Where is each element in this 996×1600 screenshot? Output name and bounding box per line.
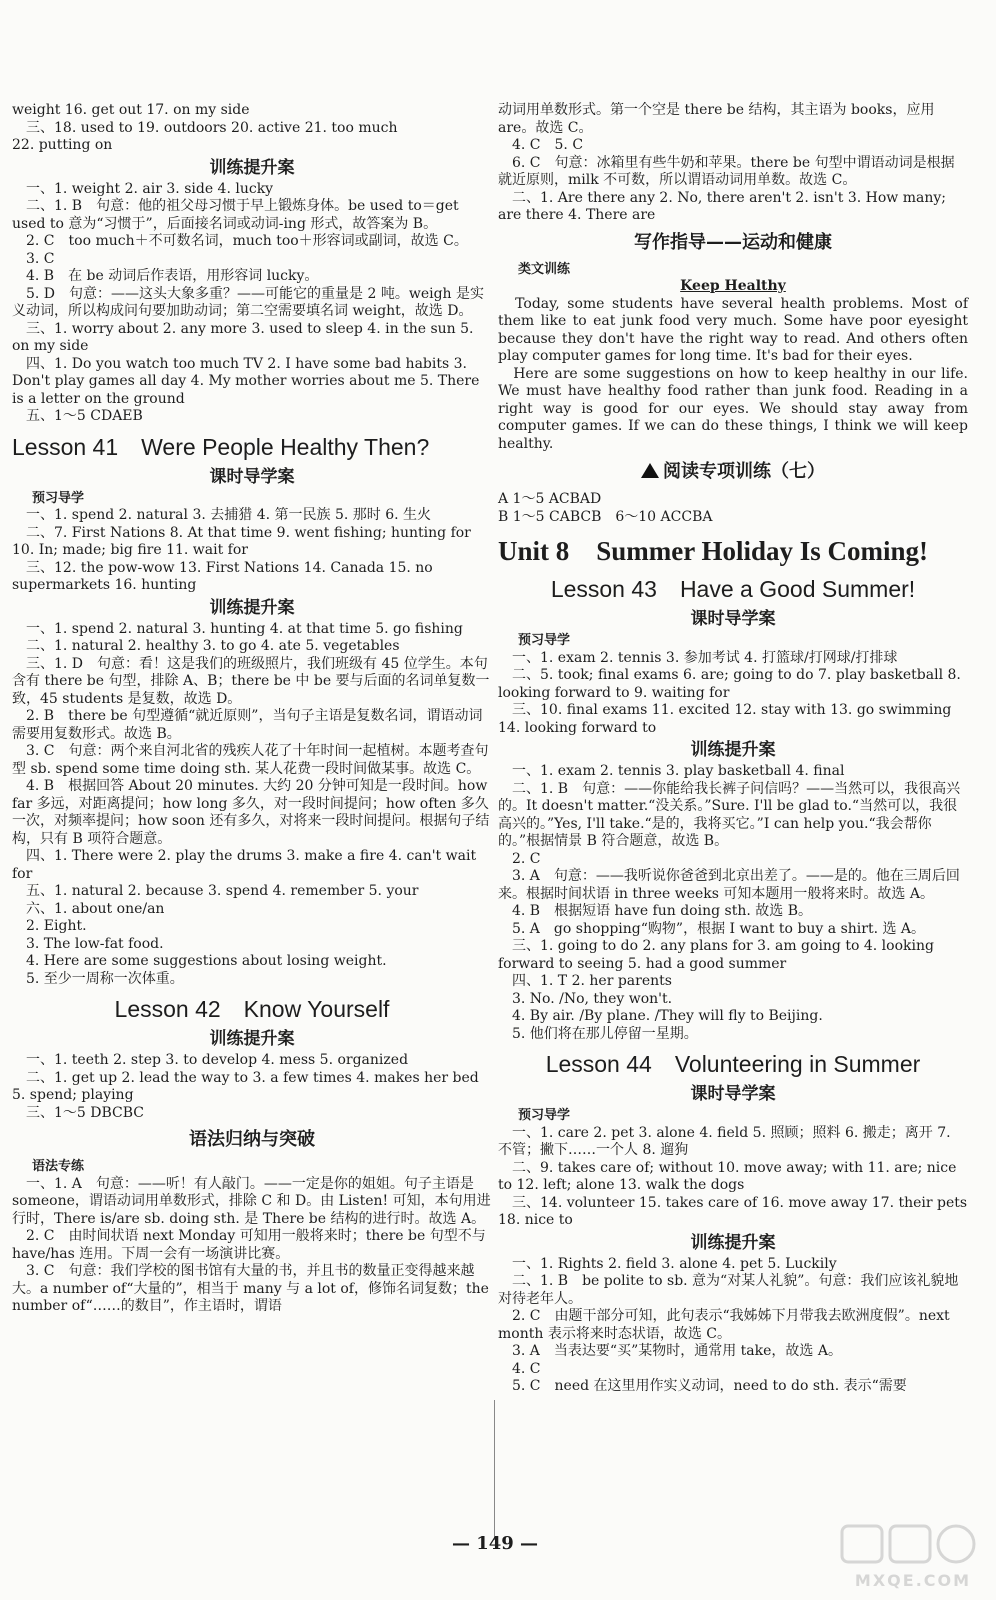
- answer-line: 2. C 由时间状语 next Monday 可知用一般将来时；there be 句型不与 have/has 连用。下周一会有一场演讲比赛。: [12, 1228, 486, 1262]
- answer-line: 5. A go shopping“购物”，根据 I want to buy a shirt. 选 A。: [498, 920, 926, 937]
- answer-line: 2. C: [498, 850, 541, 867]
- essay-paragraph: Here are some suggestions on how to keep healthy in our life. We must have healthy food rather than junk food. Reading in a right way is good for our eyes. We should stay away from computer games. If we can do these things, I think we will keep healthy.: [498, 365, 968, 452]
- subsection-label: 预习导学: [518, 633, 571, 648]
- answer-line: 五、1. natural 2. because 3. spend 4. remember 5. your: [12, 883, 419, 899]
- answer-line: 二、1. natural 2. healthy 3. to go 4. ate 5. vegetables: [12, 638, 400, 654]
- answer-line: 一、1. care 2. pet 3. alone 4. field 5. 照顾；照料 6. 搬走；离开 7. 不管；撇下……一个人 8. 遛狗: [498, 1124, 951, 1158]
- answer-line: 4. C 5. C: [498, 137, 584, 153]
- answer-line: 2. C 由题干部分可知，此句表示“我姊姊下月带我去欧洲度假”。next month 表示将来时态状语，故选 C。: [498, 1308, 950, 1342]
- answer-line: 三、1. worry about 2. any more 3. used to sleep 4. in the sun 5. on my side: [12, 320, 474, 354]
- answer-line: 3. C 句意：我们学校的图书馆有大量的书，并且书的数量正变得越来越大。a number of“大量的”，相当于 many 与 a lot of，修饰名词复数；the number of“……的数目”，作主语时，谓语: [12, 1263, 489, 1314]
- answer-line: 一、1. exam 2. tennis 3. 参加考试 4. 打篮球/打网球/打排球: [498, 649, 898, 666]
- answer-line: 三、14. volunteer 15. takes care of 16. move away 17. their pets 18. nice to: [498, 1194, 968, 1228]
- answer-line: 一、1. Rights 2. field 3. alone 4. pet 5. Luckily: [498, 1255, 837, 1272]
- answer-line: 3. No. /No, they won't.: [498, 990, 673, 1007]
- answer-line: 4. By air. /By plane. /They will fly to Beijing.: [498, 1008, 823, 1024]
- answer-line: 一、1. spend 2. natural 3. hunting 4. at that time 5. go fishing: [12, 620, 463, 637]
- answer-line: 2. B there be 句型遵循“就近原则”，当句子主语是复数名词，谓语动词需要用复数形式。故选 B。: [12, 708, 483, 742]
- answer-line: 动词用单数形式。第一个空是 there be 结构，其主语为 books，应用 are。故选 C。: [498, 102, 935, 136]
- section-heading: 训练提升案: [209, 157, 295, 178]
- answer-line: 五、1～5 CDAEB: [12, 408, 143, 424]
- lesson-title: Lesson 41 Were People Healthy Then?: [12, 433, 430, 460]
- answer-line: 5. 至少一周称一次体重。: [12, 970, 184, 987]
- answer-line: 二、1. B 句意：——你能给我长裤子问信吗？——当然可以，我很高兴的。It doesn't matter.“没关系。”Sure. I'll be glad to.“当然可以，我很高兴的。”Yes, I'll take.“是的，我将买它。”I can help you.“我会帮你的。”根据情景 B 符合题意，故选 B。: [498, 780, 961, 849]
- answer-line: 二、1. B be polite to sb. 意为“对某人礼貌”。句意：我们应该礼貌地对待老年人。: [498, 1273, 959, 1307]
- column-divider: [494, 1400, 495, 1540]
- answer-line: 六、1. about one/an: [12, 900, 165, 917]
- answer-line: 4. B 根据短语 have fun doing sth. 故选 B。: [498, 903, 812, 919]
- answer-line: A 1～5 ACBAD: [498, 491, 602, 507]
- answer-line: 四、1. There were 2. play the drums 3. make a fire 4. can't wait for: [12, 848, 477, 882]
- writing-guide-title: 写作指导——运动和健康: [634, 231, 832, 253]
- triangle-icon: [641, 463, 659, 478]
- lesson-title: Lesson 42 Know Yourself: [114, 996, 390, 1022]
- reading-practice-title: [498, 459, 968, 485]
- answer-line: 5. 他们将在那儿停留一星期。: [498, 1025, 698, 1042]
- answer-line: 3. The low-fat food.: [12, 935, 164, 952]
- answer-line: 三、12. the pow-wow 13. First Nations 14. Canada 15. no supermarkets 16. hunting: [12, 559, 433, 593]
- essay-paragraph: Today, some students have several health problems. Most of them like to eat junk food very much. Some have poor eyesight because they don't have the right way to read. And others often play computer games for long time. It's bad for their eyes.: [498, 295, 968, 364]
- lesson-title: Lesson 44 Volunteering in Summer: [545, 1051, 921, 1077]
- right-column: [498, 102, 968, 1396]
- answer-line: 一、1. A 句意：——听！有人敲门。——一定是你的姐姐。句子主语是 someone，谓语动词用单数形式，排除 C 和 D。由 Listen! 可知，本句用进行时，There is/are sb. doing sth. 是 There be 结构的进行时。故选 A。: [12, 1175, 491, 1227]
- answer-line: 3. A 当表达要“买”某物时，通常用 take，故选 A。: [498, 1343, 842, 1359]
- answer-line: 四、1. T 2. her parents: [498, 973, 672, 989]
- section-heading: 训练提升案: [690, 1232, 776, 1253]
- left-column: [12, 102, 492, 1316]
- answer-line: weight 16. get out 17. on my side: [12, 102, 250, 118]
- answer-line: 4. B 根据回答 About 20 minutes. 大约 20 分钟可知是一段时间。how far 多远，对距离提问；how long 多久，对一段时间提问；how often 多久一次，对频率提问；how soon 还有多久，对将来一段时间提问。根据句子结构，只有 B 项符合题意。: [12, 778, 490, 847]
- answer-line: 5. C need 在这里用作实义动词，need to do sth. 表示“需要: [498, 1378, 907, 1394]
- answer-line: 6. C 句意：冰箱里有些牛奶和苹果。there be 句型中谓语动词是根据就近原则，milk 不可数，所以谓语动词用单数。故选 C。: [498, 154, 955, 188]
- answer-line: 三、1. D 句意：看！这是我们的班级照片，我们班级有 45 位学生。本句含有 there be 句型，排除 A、B；there be 中 be 要与后面的名词单复数一致，45 students 是复数，故选 D。: [12, 655, 490, 707]
- answer-line: 4. B 在 be 动词后作表语，用形容词 lucky。: [12, 268, 319, 284]
- answer-line: 二、1. B 句意：他的祖父母习惯于早上锻炼身体。be used to＝get used to 意为“习惯于”，后面接名词或动词-ing 形式，故答案为 B。: [12, 198, 459, 232]
- answer-line: 一、1. weight 2. air 3. side 4. lucky: [12, 180, 274, 197]
- answer-line: 二、9. takes care of; without 10. move away; with 11. are; nice to 12. left; alone 13. walk the dogs: [498, 1159, 957, 1193]
- answer-line: 3. C 句意：两个来自河北省的残疾人花了十年时间一起植树。本题考查句型 sb. spend some time doing sth. 某人花费一段时间做某事。故选 C。: [12, 743, 489, 777]
- answer-line: 5. D 句意：——这头大象多重？——可能它的重量是 2 吨。weigh 是实义动词，所以构成问句要加助动词；第二空需要填名词 weight，故选 D。: [12, 285, 485, 319]
- answer-line: 三、1～5 DBCBC: [12, 1104, 145, 1121]
- answer-line: 一、1. teeth 2. step 3. to develop 4. mess 5. organized: [12, 1052, 409, 1068]
- answer-line: 二、1. Are there any 2. No, there aren't 2. isn't 3. How many; are there 4. There are: [498, 189, 946, 223]
- answer-line: B 1～5 CABCB 6～10 ACCBA: [498, 508, 713, 525]
- answer-line: 2. Eight.: [12, 918, 87, 934]
- unit-title: Unit 8 Summer Holiday Is Coming!: [498, 536, 929, 566]
- essay-title: Keep Healthy: [680, 278, 786, 294]
- answer-line: 二、7. First Nations 8. At that time 9. went fishing; hunting for 10. In; made; big fire 11. wait for: [12, 524, 471, 558]
- answer-line: 一、1. exam 2. tennis 3. play basketball 4. final: [498, 763, 845, 779]
- reading-practice-label: 阅读专项训练（七）: [663, 461, 825, 482]
- lesson-title: Lesson 43 Have a Good Summer!: [550, 576, 916, 602]
- watermark-logo: [838, 1522, 988, 1594]
- answer-line: 22. putting on: [12, 137, 113, 153]
- subsection-label: 类文训练: [518, 261, 571, 277]
- section-heading: 训练提升案: [690, 740, 776, 760]
- answer-line: 二、5. took; final exams 6. are; going to do 7. play basketball 8. looking forward to 9. waiting for: [498, 667, 961, 701]
- answer-line: 三、1. going to do 2. any plans for 3. am going to 4. looking forward to seeing 5. had a good summer: [498, 938, 934, 972]
- answer-line: 一、1. spend 2. natural 3. 去捕猎 4. 第一民族 5. 那时 6. 生火: [12, 507, 432, 523]
- answer-line: 二、1. get up 2. lead the way to 3. a few times 4. makes her bed 5. spend; playing: [12, 1069, 479, 1103]
- page-number: — 149 —: [451, 1533, 539, 1554]
- answer-line: 4. Here are some suggestions about losing weight.: [12, 953, 387, 969]
- writing-guide-title: 语法归纳与突破: [189, 1129, 315, 1150]
- answer-line: 四、1. Do you watch too much TV 2. I have some bad habits 3. Don't play games all day 4. My mother worries about me 5. There is a letter on the ground: [12, 355, 480, 407]
- answer-line: 3. A 句意：——我听说你爸爸到北京出差了。——是的。他在三周后回来。根据时间状语 in three weeks 可知本题用一般将来时。故选 A。: [498, 868, 960, 902]
- subsection-label: 语法专练: [32, 1159, 85, 1174]
- section-heading: 训练提升案: [209, 1029, 295, 1049]
- answer-line: 4. C: [498, 1360, 541, 1377]
- answer-line: 2. C too much＋不可数名词，much too＋形容词或副词，故选 C。: [12, 233, 468, 249]
- answer-line: 三、18. used to 19. outdoors 20. active 21. too much: [12, 119, 398, 136]
- section-heading: 课时导学案: [690, 609, 776, 629]
- section-heading: 课时导学案: [690, 1084, 776, 1104]
- subsection-label: 预习导学: [518, 1108, 571, 1123]
- subsection-label: 预习导学: [32, 490, 85, 506]
- svg-text:MXQE.COM: MXQE.COM: [854, 1571, 972, 1590]
- answer-line: 3. C: [12, 250, 55, 267]
- answer-line: 三、10. final exams 11. excited 12. stay with 13. go swimming 14. looking forward to: [498, 702, 952, 736]
- section-heading: 训练提升案: [209, 597, 295, 618]
- section-heading: 课时导学案: [209, 466, 295, 487]
